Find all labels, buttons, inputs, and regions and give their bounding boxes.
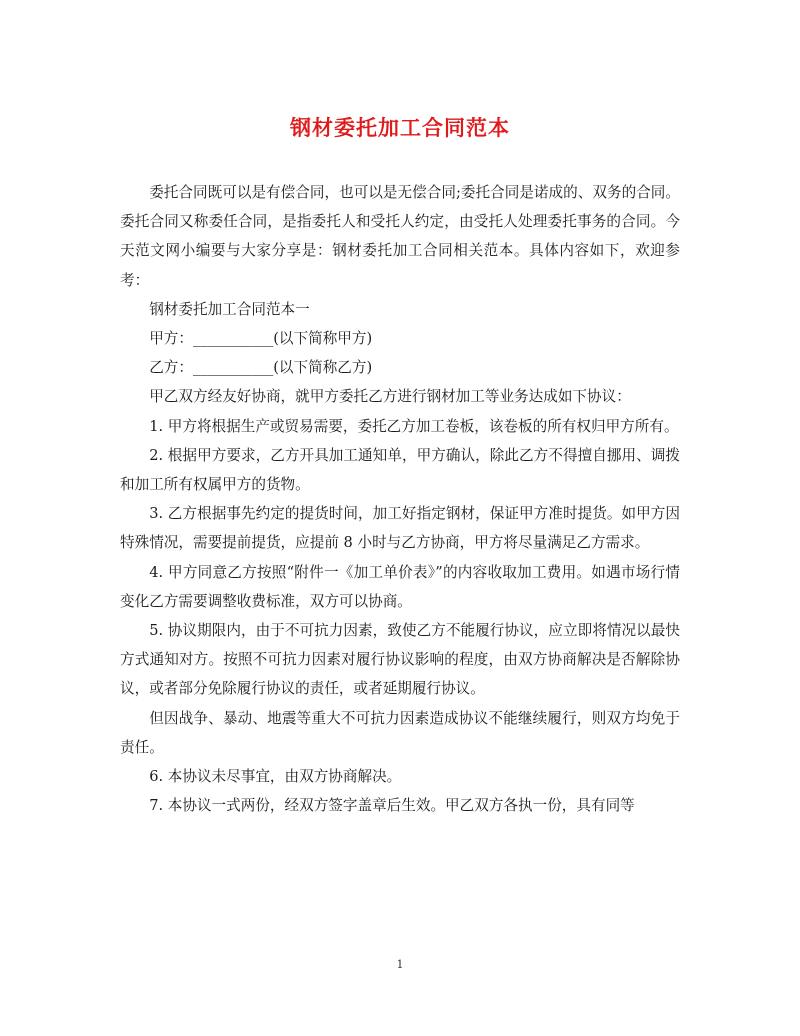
document-title: 钢材委托加工合同范本 <box>290 115 510 140</box>
clause-5: 5. 协议期限内，由于不可抗力因素，致使乙方不能履行协议，应立即将情况以最快方式通知对方。按照不可抗力因素对履行协议影响的程度，由双方协商解决是否解除协议，或者部分免除履行协议的责任，或者延期履行协议。 <box>120 622 680 698</box>
page-number: 1 <box>396 958 404 971</box>
clause-5-supplement: 但因战争、暴动、地震等重大不可抗力因素造成协议不能继续履行，则双方均免于责任。 <box>120 709 680 756</box>
contract-heading: 钢材委托加工合同范本一 <box>149 300 310 318</box>
agreement-preamble: 甲乙双方经友好协商，就甲方委托乙方进行钢材加工等业务达成如下协议： <box>149 388 631 406</box>
clause-2: 2. 根据甲方要求，乙方开具加工通知单，甲方确认，除此乙方不得擅自挪用、调拨和加工所有权属甲方的货物。 <box>120 446 680 494</box>
clause-3: 3. 乙方根据事先约定的提货时间，加工好指定钢材，保证甲方准时提货。如甲方因特殊情况，需要提前提货，应提前 8 小时与乙方协商，甲方将尽量满足乙方需求。 <box>120 505 680 552</box>
intro-paragraph: 委托合同既可以是有偿合同，也可以是无偿合同;委托合同是诺成的、双务的合同。委托合同又称委任合同，是指委托人和受托人约定，由受托人处理委托事务的合同。今天范文网小编要与大家分享是：钢材委托加工合同相关范本。具体内容如下，欢迎参考： <box>120 184 680 289</box>
clause-7: 7. 本协议一式两份，经双方签字盖章后生效。甲乙双方各执一份，具有同等 <box>149 797 635 815</box>
party-a-line: 甲方：___________(以下简称甲方) <box>149 330 373 348</box>
document-body <box>120 178 680 820</box>
clause-6: 6. 本协议未尽事宜，由双方协商解决。 <box>149 768 402 786</box>
party-b-line: 乙方：___________(以下简称乙方) <box>149 359 373 377</box>
clause-4: 4. 甲方同意乙方按照“附件一《加工单价表》”的内容收取加工费用。如遇市场行情变化乙方需要调整收费标准，双方可以协商。 <box>120 563 680 610</box>
clause-1: 1. 甲方将根据生产或贸易需要，委托乙方加工卷板，该卷板的所有权归甲方所有。 <box>149 417 679 435</box>
